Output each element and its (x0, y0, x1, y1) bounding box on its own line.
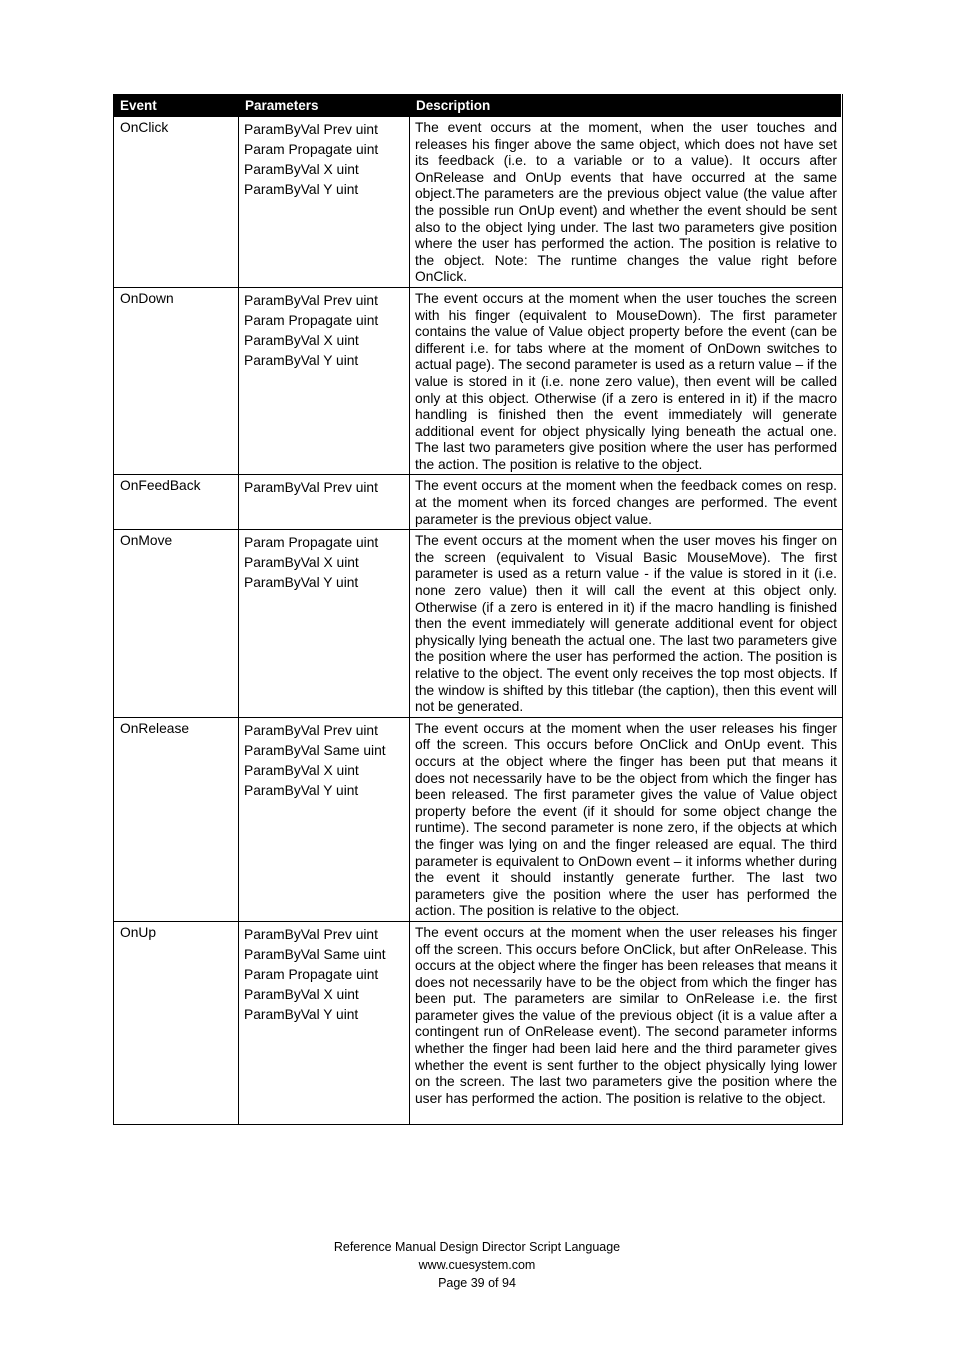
description-text: The event occurs at the moment when the user releases his finger off the screen. This occurs before OnClick and OnUp event. This occurs at the object where the finger has been put that means it does not necessarily have to be the object from which the finger has been released. The first parameter gives the value of Value object property before the event (if it should for some object change the runtime). The second parameter is none zero, if the objects at which the finger was lying on and the finger released are equal. The third parameter is equivalent to OnDown event – it informs whether during the event it should instantly generate further. The last two parameters give the position where the user has performed the action. The position is relative to the object. (415, 720, 837, 919)
description-text: The event occurs at the moment when the feedback comes on resp. at the moment when its forced changes are performed. The event parameter is the previous object value. (415, 478, 837, 527)
parameters-cell (239, 287, 410, 475)
description-cell (410, 921, 843, 1124)
parameter-line: ParamByVal Prev uint (244, 926, 378, 942)
description-cell (410, 530, 843, 718)
parameter-line: Param Propagate uint (244, 535, 379, 551)
table-header-row (114, 94, 843, 117)
parameter-line: ParamByVal X uint (244, 332, 359, 348)
parameter-line: ParamByVal X uint (244, 762, 359, 778)
parameter-line: ParamByVal Prev uint (244, 722, 378, 738)
parameter-line: ParamByVal Same uint (244, 946, 386, 962)
parameter-line: ParamByVal Same uint (244, 742, 386, 758)
footer-page-number: Page 39 of 94 (438, 1276, 516, 1290)
event-name-cell: OnRelease (114, 717, 239, 921)
parameter-line: ParamByVal Y uint (244, 575, 359, 591)
header-event: Event (114, 94, 239, 117)
event-name-cell: OnClick (114, 117, 239, 288)
description-cell (410, 117, 843, 288)
description-text: The event occurs at the moment when the user touches the screen with his finger (equivalent to MouseDown). The first parameter contains the value of Value object property before the event (can be different i.e. for tabs where at the moment of OnDown switches to actual page). The second parameter is used as a return value – if the value is stored in it (i.e. none zero value), then event will be called only at this object. Otherwise (if a zero is entered in it) if the macro handling is finished then the event immediately will generate additional event for object physically lying beneath the actual one. The last two parameters give position where the user has performed the action. The position is relative to the object. (415, 290, 837, 472)
description-text: The event occurs at the moment, when the user touches and releases his finger above the same object, which does not have set its feedback (i.e. to a variable or to a value). It occurs after OnRelease and OnUp events that have occurred at the same object.The parameters are the previous object value (the value after the possible run OnUp event) and whether the event should be sent also to the object lying under. The last two parameters give position where the user has performed the action. The position is relative to the object. Note: The runtime changes the value right before OnClick. (415, 120, 837, 285)
table-row (114, 717, 843, 921)
header-description: Description (410, 94, 843, 117)
description-cell (410, 717, 843, 921)
footer-url: www.cuesystem.com (418, 1258, 536, 1272)
parameters-cell (239, 921, 410, 1124)
table-row (114, 287, 843, 475)
parameter-line: ParamByVal Y uint (244, 782, 359, 798)
parameter-line: Param Propagate uint (244, 312, 379, 328)
table-row (114, 117, 843, 288)
parameter-line: Param Propagate uint (244, 966, 379, 982)
table-row (114, 921, 843, 1124)
description-cell (410, 475, 843, 530)
parameter-line: ParamByVal X uint (244, 162, 359, 177)
parameter-line: ParamByVal Prev uint (244, 480, 378, 496)
description-text: The event occurs at the moment when the user releases his finger off the screen. This occurs before OnClick, but after OnRelease. This occurs at the object where the finger has been releases that means it does not necessarily have to be the object from which the finger has been put. The parameters are similar to OnRelease i.e. the first parameter gives the value of the previous object (it is a value after a contingent run of OnRelease event). The second parameter informs whether the finger had been laid here and the third parameter gives whether the event is sent further to the object physically lying lower on the screen. The last two parameters give the position where the user has performed the action. The position is relative to the object. (415, 924, 837, 1106)
events-table (113, 94, 844, 1125)
table-row (114, 530, 843, 718)
table-row (114, 475, 843, 530)
event-name-cell: OnMove (114, 530, 239, 718)
parameter-line: ParamByVal X uint (244, 986, 359, 1002)
parameter-line: Param Propagate uint (244, 142, 379, 157)
parameter-line: ParamByVal Y uint (244, 1006, 359, 1022)
parameters-cell (239, 530, 410, 718)
parameter-line: ParamByVal Prev uint (244, 292, 378, 308)
event-name-cell: OnDown (114, 287, 239, 475)
description-text: The event occurs at the moment when the user moves his finger on the screen (equivalent to Visual Basic MouseMove). The first parameter is used as a return value - if the value is stored in it (i.e. none zero value) then it will call the event at this object only. Otherwise (if a zero is entered in it) if the macro handling is finished then the event immediately will generate additional event for object physically lying beneath the actual one. The last two parameters give the position where the user has performed the action. The position is relative to the object. The event only receives the top most objects. If the window is shifted by this titlebar (the caption), then this event will not be generated. (415, 533, 837, 715)
parameter-line: ParamByVal Y uint (244, 182, 359, 197)
parameters-cell (239, 117, 410, 288)
parameter-line: ParamByVal Y uint (244, 352, 359, 368)
parameter-line: ParamByVal X uint (244, 555, 359, 571)
parameter-line: ParamByVal Prev uint (244, 122, 378, 137)
event-name-cell: OnUp (114, 921, 239, 1124)
description-cell (410, 287, 843, 475)
event-name-cell: OnFeedBack (114, 475, 239, 530)
parameters-cell (239, 475, 410, 530)
header-parameters: Parameters (239, 94, 410, 117)
parameters-cell (239, 717, 410, 921)
footer-title: Reference Manual Design Director Script Language (333, 1240, 621, 1254)
